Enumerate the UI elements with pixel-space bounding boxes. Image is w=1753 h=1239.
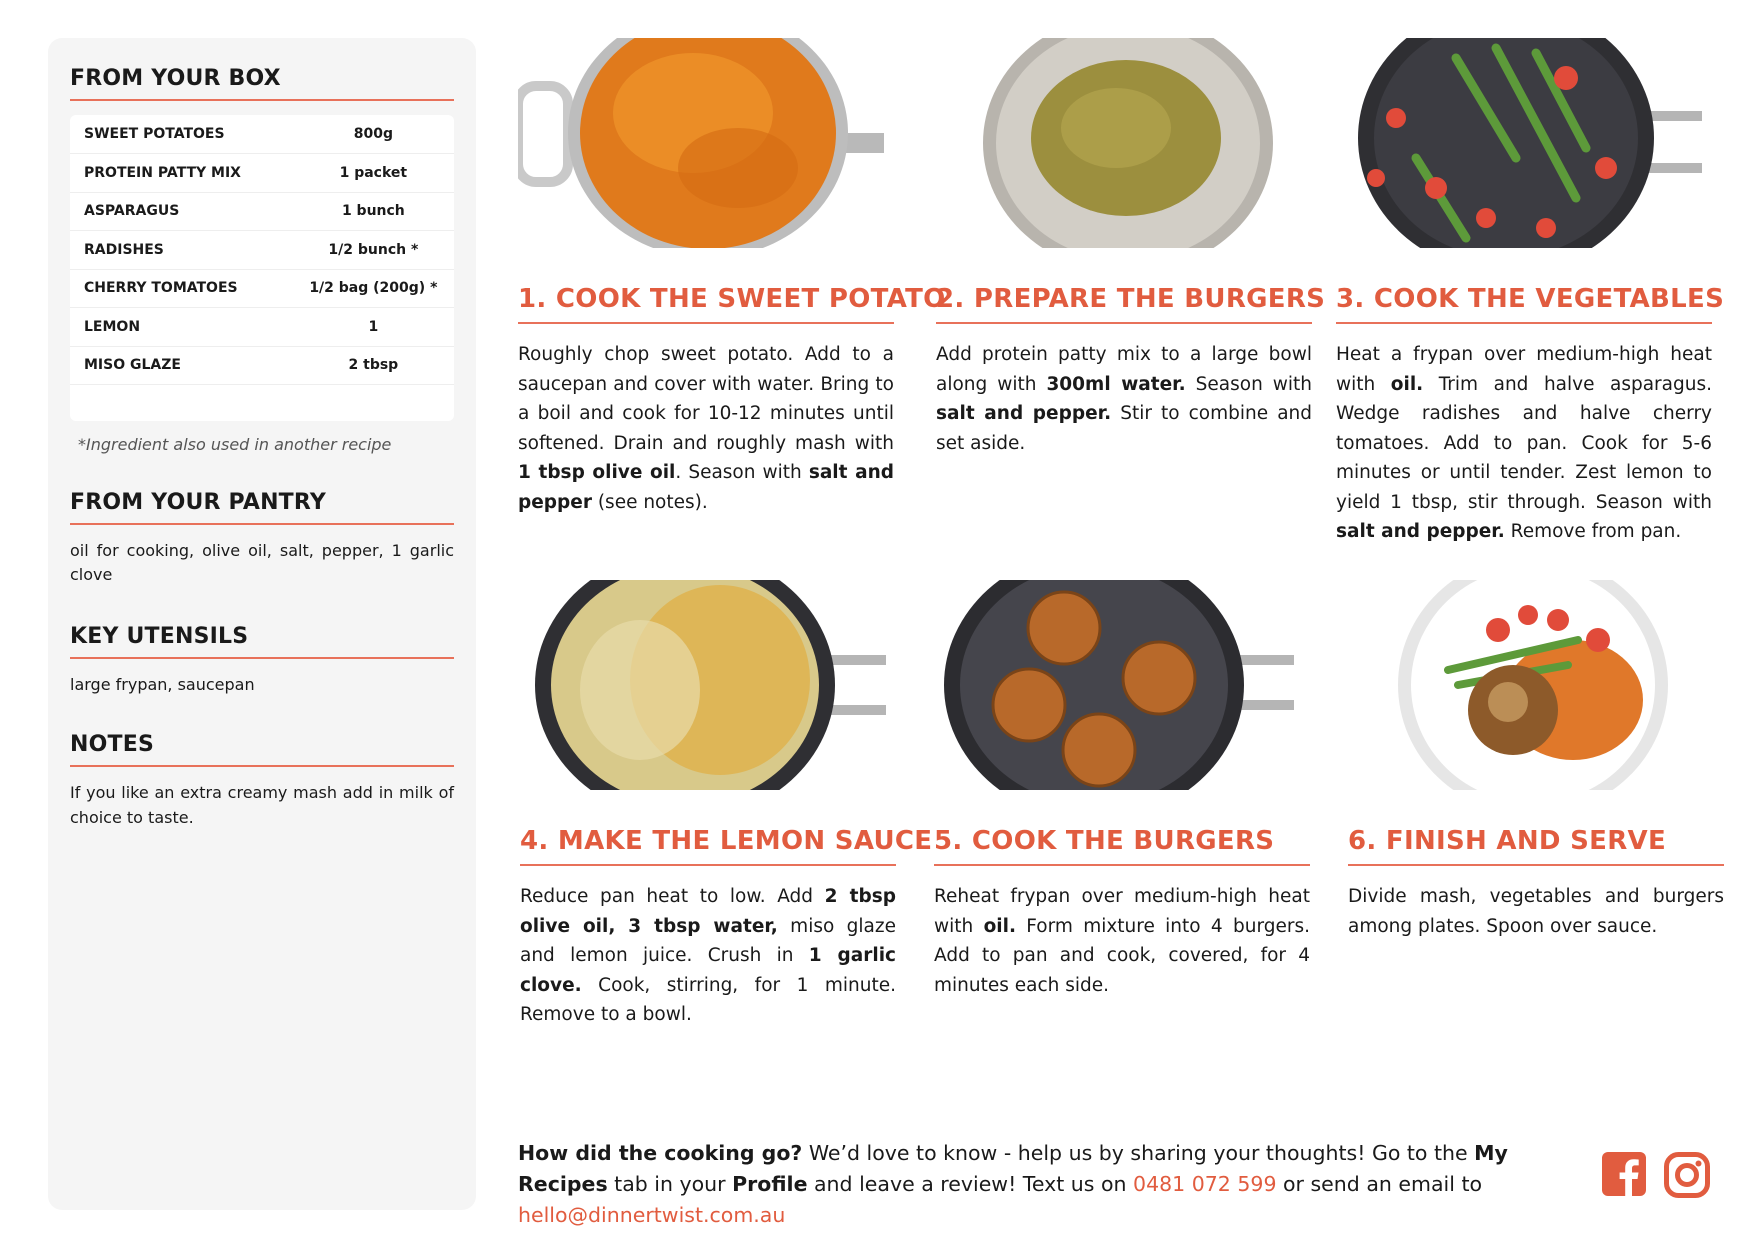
ingredient-qty: 1 (293, 308, 454, 347)
text-run: Stir to combine and set aside. (936, 403, 1312, 454)
ingredient-name: PROTEIN PATTY MIX (70, 154, 293, 193)
text-run: and leave a review! Text us on (807, 1172, 1134, 1196)
bold-text: 2 tbsp olive oil, 3 tbsp water, (520, 886, 897, 937)
ingredient-row (70, 231, 454, 270)
step-4-body (520, 882, 896, 1030)
step-6-title: 6. FINISH AND SERVE (1348, 826, 1724, 866)
text-run: miso glaze and lemon juice. Crush in (520, 915, 896, 966)
ingredient-qty: 800g (293, 115, 454, 154)
step-5-photo (934, 580, 1310, 790)
ingredient-row (70, 192, 454, 231)
ingredient-row (70, 385, 454, 421)
step-4 (520, 580, 933, 1030)
step-1-photo (518, 38, 894, 248)
bold-text: My Recipes (518, 1141, 1508, 1196)
bold-text: salt and pepper (518, 462, 894, 513)
ingredient-qty: 2 tbsp (293, 346, 454, 385)
notes-title: NOTES (70, 732, 454, 767)
text-run: or send an email to (1276, 1172, 1483, 1196)
step-5-title: 5. COOK THE BURGERS (934, 826, 1310, 866)
step-1-body (518, 340, 894, 517)
step-3-body (1336, 340, 1712, 547)
ingredient-row (70, 115, 454, 154)
key-utensils-title: KEY UTENSILS (70, 624, 454, 659)
bold-text: oil. (1390, 373, 1424, 395)
ingredient-qty: 1 packet (293, 154, 454, 193)
step-2-title: 2. PREPARE THE BURGERS (936, 284, 1312, 324)
step-2-photo (936, 38, 1312, 248)
ingredient-qty: 1/2 bunch * (293, 231, 454, 270)
step-4-photo (520, 580, 896, 790)
step-6 (1348, 580, 1724, 941)
from-your-box-title: FROM YOUR BOX (70, 66, 454, 101)
text-run: . Season with (675, 462, 809, 483)
text-run: Divide mash, vegetables and burgers among plates. Spoon over sauce. (1348, 886, 1724, 937)
bold-text: oil. (983, 915, 1016, 937)
step-6-body (1348, 882, 1724, 941)
bold-text: 300ml water. (1046, 373, 1186, 395)
step-3 (1336, 38, 1725, 547)
ingredients-sidebar (48, 38, 476, 1210)
step-1 (518, 38, 946, 517)
step-2 (936, 38, 1326, 458)
bold-text: 1 garlic clove. (520, 945, 897, 996)
ingredient-name: CHERRY TOMATOES (70, 269, 293, 308)
text-run: We’d love to know - help us by sharing your thoughts! Go to the (802, 1141, 1475, 1165)
text-run: Cook, stirring, for 1 minute. Remove to a bowl. (520, 974, 896, 1025)
ingredient-row (70, 308, 454, 347)
ingredient-name: SWEET POTATOES (70, 115, 293, 154)
text-run: Form mixture into 4 burgers. Add to pan and cook, covered, for 4 minutes each side. (934, 915, 1310, 996)
ingredient-footnote: *Ingredient also used in another recipe (78, 434, 392, 454)
text-run: Reduce pan heat to low. Add (520, 886, 825, 907)
ingredient-name: MISO GLAZE (70, 346, 293, 385)
ingredient-row (70, 269, 454, 308)
contact-link[interactable]: 0481 072 599 (1133, 1172, 1277, 1196)
ingredient-qty: 1/2 bag (200g) * (293, 269, 454, 308)
utensils-text: large frypan, saucepan (70, 675, 255, 695)
bold-text: How did the cooking go? (518, 1141, 803, 1165)
facebook-icon[interactable] (1602, 1152, 1646, 1200)
text-run: (see notes). (591, 491, 708, 513)
ingredient-name (70, 385, 293, 421)
text-run: tab in your (607, 1172, 733, 1196)
step-4-title: 4. MAKE THE LEMON SAUCE (520, 826, 896, 866)
step-3-title: 3. COOK THE VEGETABLES (1336, 284, 1712, 324)
step-2-body (936, 340, 1312, 458)
text-run: Season with (1185, 373, 1313, 395)
pantry-text: oil for cooking, olive oil, salt, pepper, 1 garlic clove (70, 540, 454, 585)
ingredients-table (70, 115, 454, 421)
step-1-title: 1. COOK THE SWEET POTATO (518, 284, 894, 324)
bold-text: 1 tbsp olive oil (518, 462, 676, 483)
step-6-photo (1348, 580, 1724, 790)
step-5 (934, 580, 1310, 1000)
step-3-photo (1336, 38, 1712, 248)
ingredient-row (70, 154, 454, 193)
ingredient-row (70, 346, 454, 385)
text-run: Roughly chop sweet potato. Add to a saucepan and cover with water. Bring to a boil and cook for 10-12 minutes until softened. Drain and roughly mash with (518, 344, 894, 454)
text-run: Add protein patty mix to a large bowl along with (936, 344, 1312, 395)
ingredient-name: ASPARAGUS (70, 192, 293, 231)
notes-text: If you like an extra creamy mash add in milk of choice to taste. (70, 782, 454, 827)
ingredient-name: LEMON (70, 308, 293, 347)
text-run: Heat a frypan over medium-high heat with (1336, 344, 1712, 395)
text-run: Remove from pan. (1504, 521, 1682, 542)
bold-text: Profile (732, 1172, 808, 1196)
bold-text: salt and pepper. (1336, 521, 1505, 542)
text-run: Trim and halve asparagus. Wedge radishes and halve cherry tomatoes. Add to pan. Cook for 5-6 minutes or until tender. Zest lemon to yield 1 tbsp, stir through. Season with (1336, 373, 1712, 513)
contact-link[interactable]: hello@dinnertwist.com.au (518, 1203, 786, 1227)
ingredient-qty (293, 385, 454, 421)
bold-text: salt and pepper. (936, 403, 1112, 424)
from-your-pantry-title: FROM YOUR PANTRY (70, 490, 454, 525)
feedback-footer (518, 1138, 1568, 1231)
instagram-icon[interactable] (1664, 1152, 1710, 1202)
ingredient-qty: 1 bunch (293, 192, 454, 231)
step-5-body (934, 882, 1310, 1000)
text-run: Reheat frypan over medium-high heat with (934, 886, 1310, 937)
ingredient-name: RADISHES (70, 231, 293, 270)
